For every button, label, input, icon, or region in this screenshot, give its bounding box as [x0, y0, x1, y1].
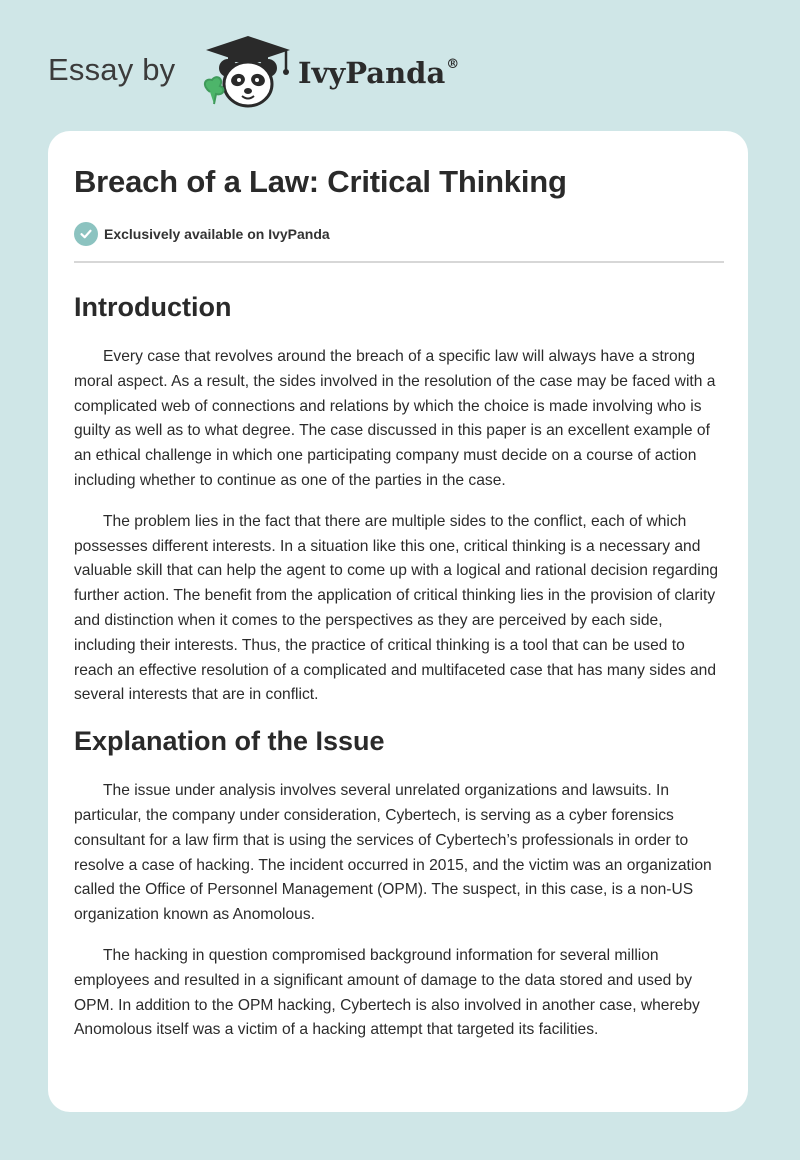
essay-by-label: Essay by [48, 52, 176, 87]
essay-body [74, 279, 726, 1043]
section-heading-introduction: Introduction [74, 292, 232, 322]
check-circle-icon [74, 222, 98, 246]
title-divider [74, 261, 724, 263]
badge-text: Exclusively available on IvyPanda [104, 226, 330, 242]
page-title: Breach of a Law: Critical Thinking [74, 164, 567, 199]
exclusive-badge [74, 221, 330, 247]
paragraph: The problem lies in the fact that there are multiple sides to the conflict, each of which possesses different interests. In a situation like this one, critical thinking is a necessary and valuable skill that can help the agent to come up with a logical and rational decision regarding further action. The benefit from the application of critical thinking lies in the provision of clarity and distinction when it comes to the perspectives as they are perceived by each side, including their interests. Thus, the practice of critical thinking is a tool that can be used to reach an effective resolution of a complicated and multifaceted case that has many sides and several interests that are in conflict. [74, 512, 719, 704]
essay-card [48, 131, 748, 1112]
registered-mark: ® [446, 57, 460, 73]
paragraph: The issue under analysis involves several unrelated organizations and lawsuits. In particular, the company under consideration, Cybertech, is serving as a cyber forensics consultant for a law firm that is using the services of Cybertech’s professionals in order to resolve a case of hacking. The incident occurred in 2015, and the victim was an organization called the Office of Personnel Management (OPM). The suspect, in this case, is a non-US organization known as Anomolous. [74, 782, 712, 924]
panda-graduate-icon[interactable] [200, 34, 296, 110]
paragraph: The hacking in question compromised background information for several million employees and resulted in a significant amount of damage to the data stored and used by OPM. In addition to the OPM hacking, Cybertech is also involved in another case, whereby Anomolous itself was a victim of a hacking attempt that targeted its facilities. [74, 946, 700, 1039]
section-heading-explanation: Explanation of the Issue [74, 726, 385, 757]
site-header [48, 34, 748, 114]
paragraph: Every case that revolves around the breach of a specific law will always have a strong moral aspect. As a result, the sides involved in the resolution of the case may be faced with a complicated web of connections and relations by which the choice is made involving who is guilty as well as to what degree. The case discussed in this paper is an excellent example of an ethical challenge in which one participating company must decide on a course of action including whether to continue as one of the parties in the case. [74, 348, 716, 489]
brand-name[interactable]: IvyPanda® [298, 56, 460, 90]
